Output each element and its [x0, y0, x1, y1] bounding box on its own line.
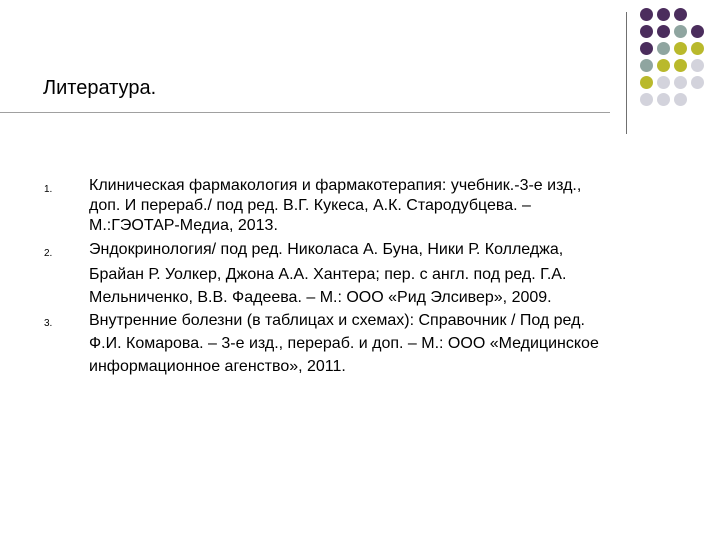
- reference-1-line-2: доп. И перераб./ под ред. В.Г. Кукеса, А.К. Стародубцева. –: [89, 197, 531, 214]
- reference-2-line-2: Брайан Р. Уолкер, Джона А.А. Хантера; пер. с англ. под ред. Г.А.: [89, 266, 567, 283]
- decorative-dot: [674, 76, 687, 89]
- decorative-dot: [674, 25, 687, 38]
- reference-number: 3.: [44, 318, 53, 329]
- reference-3-line-1: Внутренние болезни (в таблицах и схемах): Справочник / Под ред.: [89, 312, 585, 329]
- decorative-dot: [674, 42, 687, 55]
- decorative-dot: [691, 25, 704, 38]
- decorative-dot: [674, 59, 687, 72]
- slide-title: Литература.: [43, 77, 157, 99]
- decorative-dot: [657, 25, 670, 38]
- decorative-dot: [691, 42, 704, 55]
- decorative-dot: [640, 93, 653, 106]
- decorative-dot: [674, 8, 687, 21]
- decorative-dot: [674, 93, 687, 106]
- decorative-dot: [657, 59, 670, 72]
- reference-2-line-3: Мельниченко, В.В. Фадеева. – М.: ООО «Рид Элсивер», 2009.: [89, 289, 552, 306]
- decorative-dot: [657, 8, 670, 21]
- decorative-dot: [657, 76, 670, 89]
- decorative-dot: [640, 59, 653, 72]
- decorative-dot-grid: [640, 8, 720, 118]
- reference-number: 2.: [44, 248, 53, 259]
- decorative-dot: [657, 42, 670, 55]
- reference-number: 1.: [44, 184, 53, 195]
- decorative-dot: [640, 25, 653, 38]
- decorative-dot: [691, 59, 704, 72]
- decorative-dot: [640, 76, 653, 89]
- decorative-dot: [640, 8, 653, 21]
- reference-3-line-2: Ф.И. Комарова. – 3-е изд., перераб. и доп. – М.: ООО «Медицинское: [89, 335, 599, 352]
- vertical-divider: [626, 12, 627, 134]
- title-underline: [0, 112, 610, 113]
- decorative-dot: [640, 42, 653, 55]
- reference-1-line-3: М.:ГЭОТАР-Медиа, 2013.: [89, 217, 278, 234]
- reference-3-line-3: информационное агенство», 2011.: [89, 358, 346, 375]
- decorative-dot: [657, 93, 670, 106]
- reference-2-line-1: Эндокринология/ под ред. Николаса А. Буна, Ники Р. Колледжа,: [89, 241, 564, 258]
- decorative-dot: [691, 76, 704, 89]
- reference-1-line-1: Клиническая фармакология и фармакотерапия: учебник.-3-е изд.,: [89, 177, 582, 194]
